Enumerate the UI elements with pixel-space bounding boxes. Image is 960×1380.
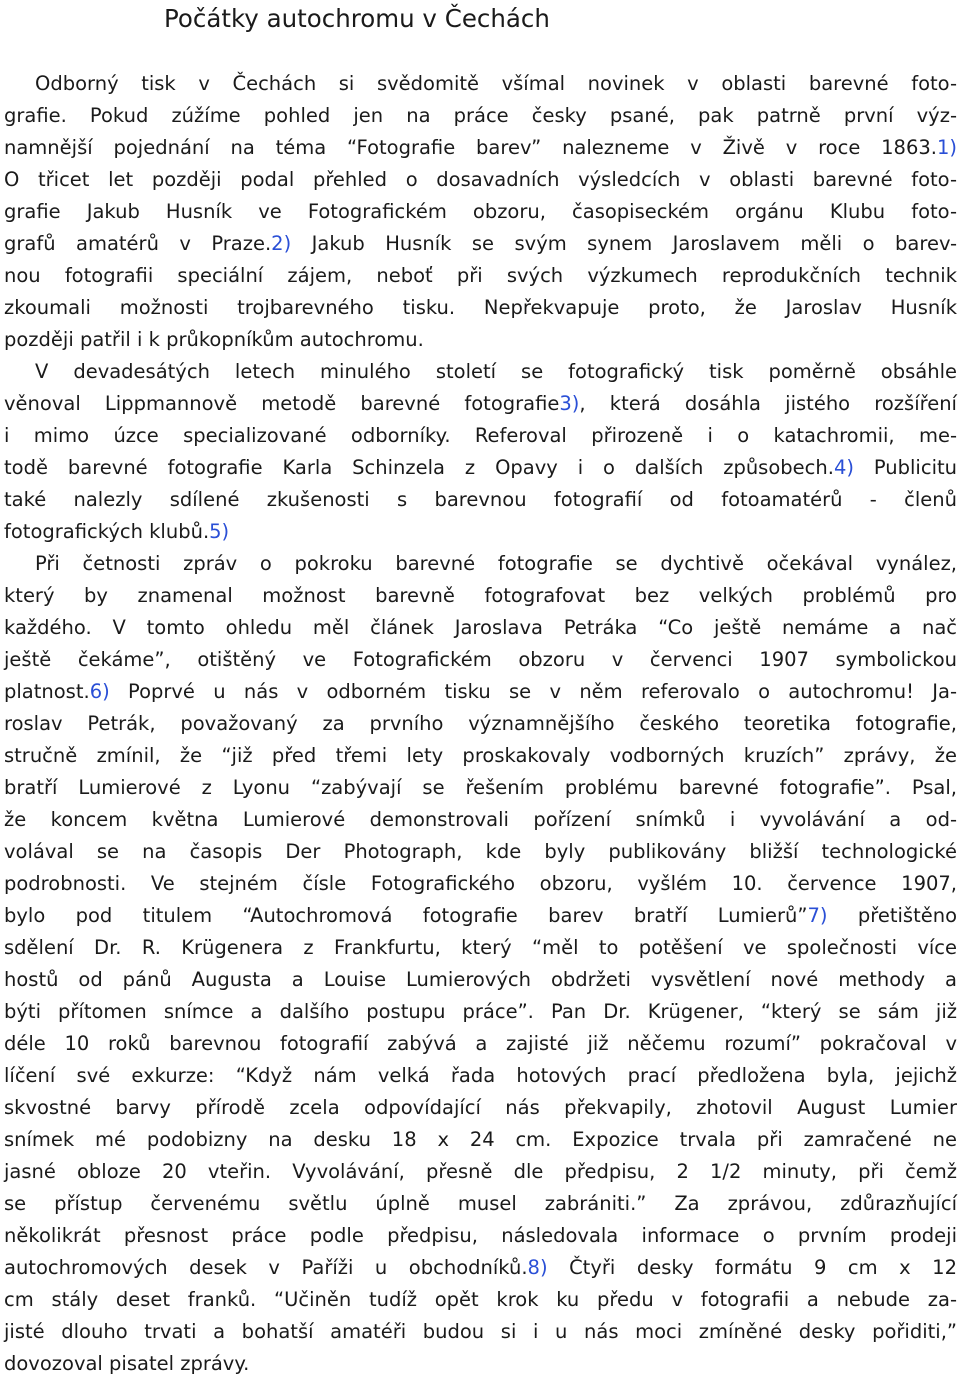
line-text: sdělení Dr. R. Krügenera z Frankfurtu, který “měl to potěšení ve společnosti více [4, 936, 957, 959]
line-text: býti přítomen snímce a dalšího postupu práce”. Pan Dr. Krügener, “který se sám již [4, 1000, 957, 1023]
line-text: zkoumali možnosti trojbarevného tisku. Nepřekvapuje proto, že Jaroslav Husník [4, 296, 957, 319]
line-text: věnoval Lippmannově metodě barevné fotografie [4, 392, 560, 415]
line-text: také nalezly sdílené zkušenosti s barevnou fotografií od fotoamatérů - členů [4, 488, 957, 511]
text-line [4, 228, 957, 260]
text-line [4, 644, 957, 676]
text-line [4, 1124, 957, 1156]
line-text: Odborný tisk v Čechách si svědomitě všímal novinek v oblasti barevné foto- [35, 72, 957, 95]
line-text: jisté dlouho trvati a bohatší amatéři budou si i u nás moci zmíněné desky pořiditi,” [4, 1320, 957, 1343]
text-line [4, 164, 957, 196]
line-text: bratří Lumierové z Lyonu “zabývají se řešením problému barevné fotografie”. Psal, [4, 776, 957, 799]
footnote-reference[interactable]: 4) [833, 456, 854, 479]
text-line [4, 1092, 957, 1124]
line-text: autochromových desek v Paříži u obchodníků. [4, 1256, 528, 1279]
text-line [4, 420, 957, 452]
footnote-reference[interactable]: 6) [89, 680, 110, 703]
line-text: , která dosáhla jistého rozšíření [579, 392, 957, 415]
text-line [4, 740, 957, 772]
text-line [4, 676, 957, 708]
line-text: se přístup červenému světlu úplně musel zabrániti.” Za zprávou, zdůrazňující [4, 1192, 957, 1215]
line-text: snímek mé podobizny na desku 18 x 24 cm. Expozice trvala při zamračené ne [4, 1128, 957, 1151]
footnote-reference[interactable]: 1) [936, 136, 957, 159]
page-title: Počátky autochromu v Čechách [164, 4, 550, 33]
footnote-reference[interactable]: 3) [559, 392, 580, 415]
line-text: roslav Petrák, považovaný za prvního významnějšího českého teoretika fotografie, [4, 712, 957, 735]
text-line [4, 484, 957, 516]
line-text: O třicet let později podal přehled o dosavadních výsledcích v oblasti barevné foto- [4, 168, 957, 191]
text-line [4, 836, 957, 868]
line-text: že koncem května Lumierové demonstrovali pořízení snímků i vyvolávání a od- [4, 808, 957, 831]
line-text: Při četnosti zpráv o pokroku barevné fotografie se dychtivě očekával vynález, [35, 552, 957, 575]
text-line [4, 1220, 957, 1252]
text-line [4, 1316, 957, 1348]
text-line [4, 452, 957, 484]
line-text: stručně zmínil, že “již před třemi lety proskakovaly vodborných kruzích” zprávy, že [4, 744, 957, 767]
text-line [4, 708, 957, 740]
line-text: bylo pod titulem “Autochromová fotografie barev bratří Lumierů” [4, 904, 808, 927]
line-text: ještě čekáme”, otištěný ve Fotografickém obzoru v červenci 1907 symbolickou [4, 648, 957, 671]
line-text: několikrát přesnost práce podle předpisu, následovala informace o prvním prodeji [4, 1224, 957, 1247]
line-text: přetištěno [827, 904, 957, 927]
text-line [4, 388, 957, 420]
text-line [4, 996, 957, 1028]
text-line [4, 804, 957, 836]
paragraph [4, 548, 957, 1380]
text-line [4, 356, 957, 388]
text-line [4, 516, 957, 548]
text-line [4, 548, 957, 580]
line-text: cm stály deset franků. “Učiněn tudíž opět krok ku předu v fotografii a nebude za- [4, 1288, 957, 1311]
text-line [4, 68, 957, 100]
text-line [4, 292, 957, 324]
line-text: grafů amatérů v Praze. [4, 232, 272, 255]
paragraph [4, 68, 957, 356]
text-line [4, 260, 957, 292]
line-text: déle 10 roků barevnou fotografií zabývá a zajisté již něčemu rozumí” pokračoval v [4, 1032, 957, 1055]
line-text: Publicitu [853, 456, 957, 479]
line-text: líčení své exkurze: “Když nám velká řada hotových prací předložena byla, jejichž [4, 1064, 957, 1087]
line-text: který by znamenal možnost barevně fotografovat bez velkých problémů pro [4, 584, 957, 607]
line-text: nou fotografii speciální zájem, neboť při svých výzkumech reprodukčních technik [4, 264, 957, 287]
text-line [4, 100, 957, 132]
line-text: grafie Jakub Husník ve Fotografickém obzoru, časopiseckém orgánu Klubu foto- [4, 200, 957, 223]
article-body [4, 68, 957, 1380]
paragraph [4, 356, 957, 548]
footnote-reference[interactable]: 2) [271, 232, 292, 255]
text-line [4, 612, 957, 644]
line-text: hostů od pánů Augusta a Louise Lumierových obdržeti vysvětlení nové methody a [4, 968, 957, 991]
text-line [4, 1060, 957, 1092]
text-line [4, 772, 957, 804]
footnote-reference[interactable]: 8) [527, 1256, 548, 1279]
text-line [4, 1252, 957, 1284]
line-text: Poprvé u nás v odborném tisku se v něm referovalo o autochromu! Ja- [109, 680, 957, 703]
text-line [4, 868, 957, 900]
line-text: namnější pojednání na téma “Fotografie barev” nalezneme v Živě v roce 1863. [4, 136, 937, 159]
line-text: Čtyři desky formátu 9 cm x 12 [547, 1256, 957, 1279]
line-text: dovozoval pisatel zprávy. [4, 1352, 250, 1375]
text-line [4, 132, 957, 164]
line-text: skvostné barvy přírodě zcela odpovídající nás překvapily, zhotovil August Lumier [4, 1096, 957, 1119]
line-text: platnost. [4, 680, 90, 703]
text-line [4, 580, 957, 612]
text-line [4, 964, 957, 996]
line-text: později patřil i k průkopníkům autochromu. [4, 328, 424, 351]
footnote-reference[interactable]: 7) [807, 904, 828, 927]
text-line [4, 1028, 957, 1060]
text-line [4, 1156, 957, 1188]
line-text: každého. V tomto ohledu měl článek Jaroslava Petráka “Co ještě nemáme a nač [4, 616, 957, 639]
line-text: podrobnosti. Ve stejném čísle Fotografického obzoru, vyšlém 10. července 1907, [4, 872, 957, 895]
text-line [4, 1284, 957, 1316]
line-text: grafie. Pokud zúžíme pohled jen na práce česky psané, pak patrně první výz- [4, 104, 957, 127]
text-line [4, 900, 957, 932]
line-text: Jakub Husník se svým synem Jaroslavem měli o barev- [291, 232, 957, 255]
text-line [4, 1188, 957, 1220]
line-text: todě barevné fotografie Karla Schinzela z Opavy i o dalších způsobech. [4, 456, 834, 479]
text-line [4, 932, 957, 964]
line-text: i mimo úzce specializované odborníky. Referoval přirozeně i o katachromii, me- [4, 424, 957, 447]
line-text: fotografických klubů. [4, 520, 210, 543]
text-line [4, 196, 957, 228]
footnote-reference[interactable]: 5) [209, 520, 230, 543]
text-line [4, 1348, 957, 1380]
line-text: jasné obloze 20 vteřin. Vyvolávání, přesně dle předpisu, 2 1/2 minuty, při čemž [4, 1160, 957, 1183]
line-text: V devadesátých letech minulého století se fotografický tisk poměrně obsáhle [35, 360, 957, 383]
text-line [4, 324, 957, 356]
line-text: volával se na časopis Der Photograph, kde byly publikovány bližší technologické [4, 840, 957, 863]
